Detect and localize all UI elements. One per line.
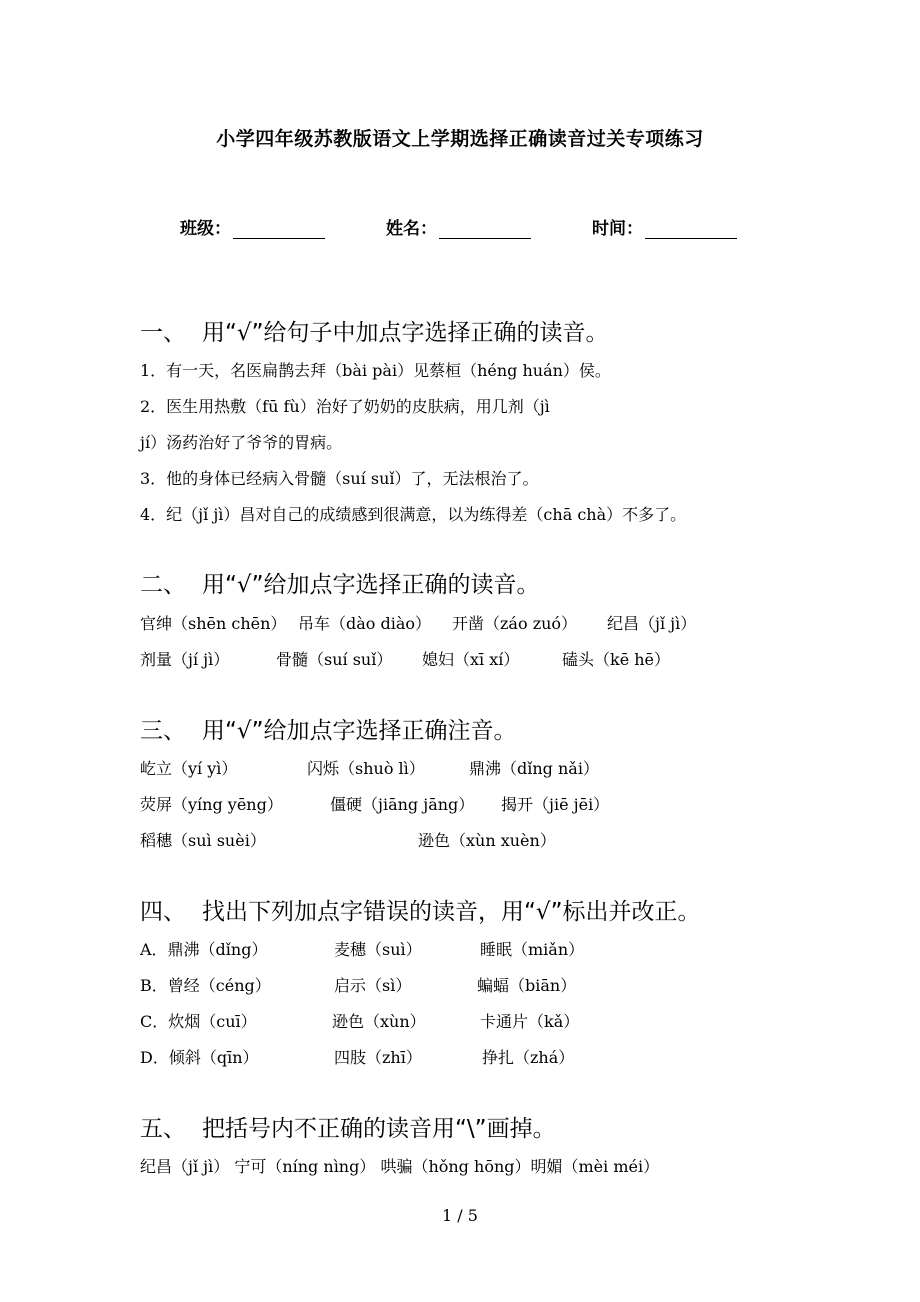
s1-line-1: 1．有一天，名医扁鹊去拜（bài pài）见蔡桓（héng huán）侯。	[140, 361, 611, 380]
time-blank[interactable]	[645, 220, 737, 239]
class-label: 班级：	[180, 219, 231, 239]
s4-option: D．倾斜（qīn）	[140, 1048, 259, 1067]
s3-item: 屹立（yí yì）	[140, 759, 238, 778]
section-3-title: 用“√”给加点字选择正确注音。	[202, 718, 517, 744]
s2-item: 剂量（jí jì）	[140, 650, 230, 669]
s4-option: 挣扎（zhá）	[482, 1048, 575, 1067]
s4-option: A．鼎沸（dǐng）	[140, 940, 268, 959]
page-title: 小学四年级苏教版语文上学期选择正确读音过关专项练习	[216, 128, 704, 150]
section-2-number: 二、	[140, 572, 186, 598]
s2-item: 媳妇（xī xí）	[422, 650, 520, 669]
page-number: 1 / 5	[442, 1206, 478, 1225]
section-2-title: 用“√”给加点字选择正确的读音。	[202, 572, 540, 598]
s4-option: 麦穗（suì）	[334, 940, 422, 959]
s1-line-5: 4．纪（jǐ jì）昌对自己的成绩感到很满意，以为练得差（chā chà）不多了。	[140, 505, 687, 524]
s4-option: 四肢（zhī）	[334, 1048, 422, 1067]
s2-item: 骨髓（suí suǐ）	[276, 650, 393, 669]
s1-line-3: jí）汤药治好了爷爷的胃病。	[140, 433, 343, 452]
name-field	[386, 214, 531, 239]
section-1-heading	[140, 314, 609, 347]
section-4-number: 四、	[140, 899, 186, 925]
section-3-heading	[140, 712, 517, 745]
name-label: 姓名：	[386, 219, 437, 239]
s3-item: 闪烁（shuò lì）	[307, 759, 425, 778]
time-field	[592, 214, 737, 239]
class-field	[180, 214, 325, 239]
s4-option: B．曾经（céng）	[140, 976, 271, 995]
section-4-title: 找出下列加点字错误的读音，用“√”标出并改正。	[202, 899, 701, 925]
s3-item: 荧屏（yíng yēng）	[140, 795, 283, 814]
s2-item: 吊车（dào diào）	[298, 614, 432, 633]
s3-item: 揭开（jiē jēi）	[501, 795, 610, 814]
s1-line-4: 3．他的身体已经病入骨髓（suí suǐ）了，无法根治了。	[140, 469, 539, 488]
section-4-heading	[140, 893, 701, 926]
s4-option: 逊色（xùn）	[332, 1012, 426, 1031]
s4-option: 蝙蝠（biān）	[477, 976, 577, 995]
class-blank[interactable]	[233, 220, 325, 239]
section-5-title: 把括号内不正确的读音用“\”画掉。	[202, 1116, 556, 1142]
s4-option: 卡通片（kǎ）	[480, 1012, 580, 1031]
section-1-title: 用“√”给句子中加点字选择正确的读音。	[202, 320, 609, 346]
s2-item: 纪昌（jǐ jì）	[607, 614, 697, 633]
section-5-number: 五、	[140, 1116, 186, 1142]
s3-item: 逊色（xùn xuèn）	[418, 831, 556, 850]
name-blank[interactable]	[439, 220, 531, 239]
s2-item: 磕头（kē hē）	[562, 650, 671, 669]
s4-option: C．炊烟（cuī）	[140, 1012, 257, 1031]
section-2-heading	[140, 566, 540, 599]
s1-line-2: 2．医生用热敷（fū fù）治好了奶奶的皮肤病，用几剂（jì	[140, 397, 550, 416]
section-5-heading	[140, 1110, 556, 1143]
s3-item: 鼎沸（dǐng nǎi）	[469, 759, 599, 778]
time-label: 时间：	[592, 219, 643, 239]
s5-line: 纪昌（jǐ jì） 宁可（níng nìng） 哄骗（hǒng hōng）明媚（mèi méi）	[140, 1157, 660, 1176]
s2-item: 开凿（záo zuó）	[452, 614, 578, 633]
s2-item: 官绅（shēn chēn）	[140, 614, 287, 633]
section-1-number: 一、	[140, 320, 186, 346]
section-3-number: 三、	[140, 718, 186, 744]
s4-option: 启示（sì）	[334, 976, 412, 995]
s3-item: 稻穗（suì suèi）	[140, 831, 266, 850]
s4-option: 睡眠（miǎn）	[480, 940, 585, 959]
s3-item: 僵硬（jiāng jāng）	[330, 795, 475, 814]
